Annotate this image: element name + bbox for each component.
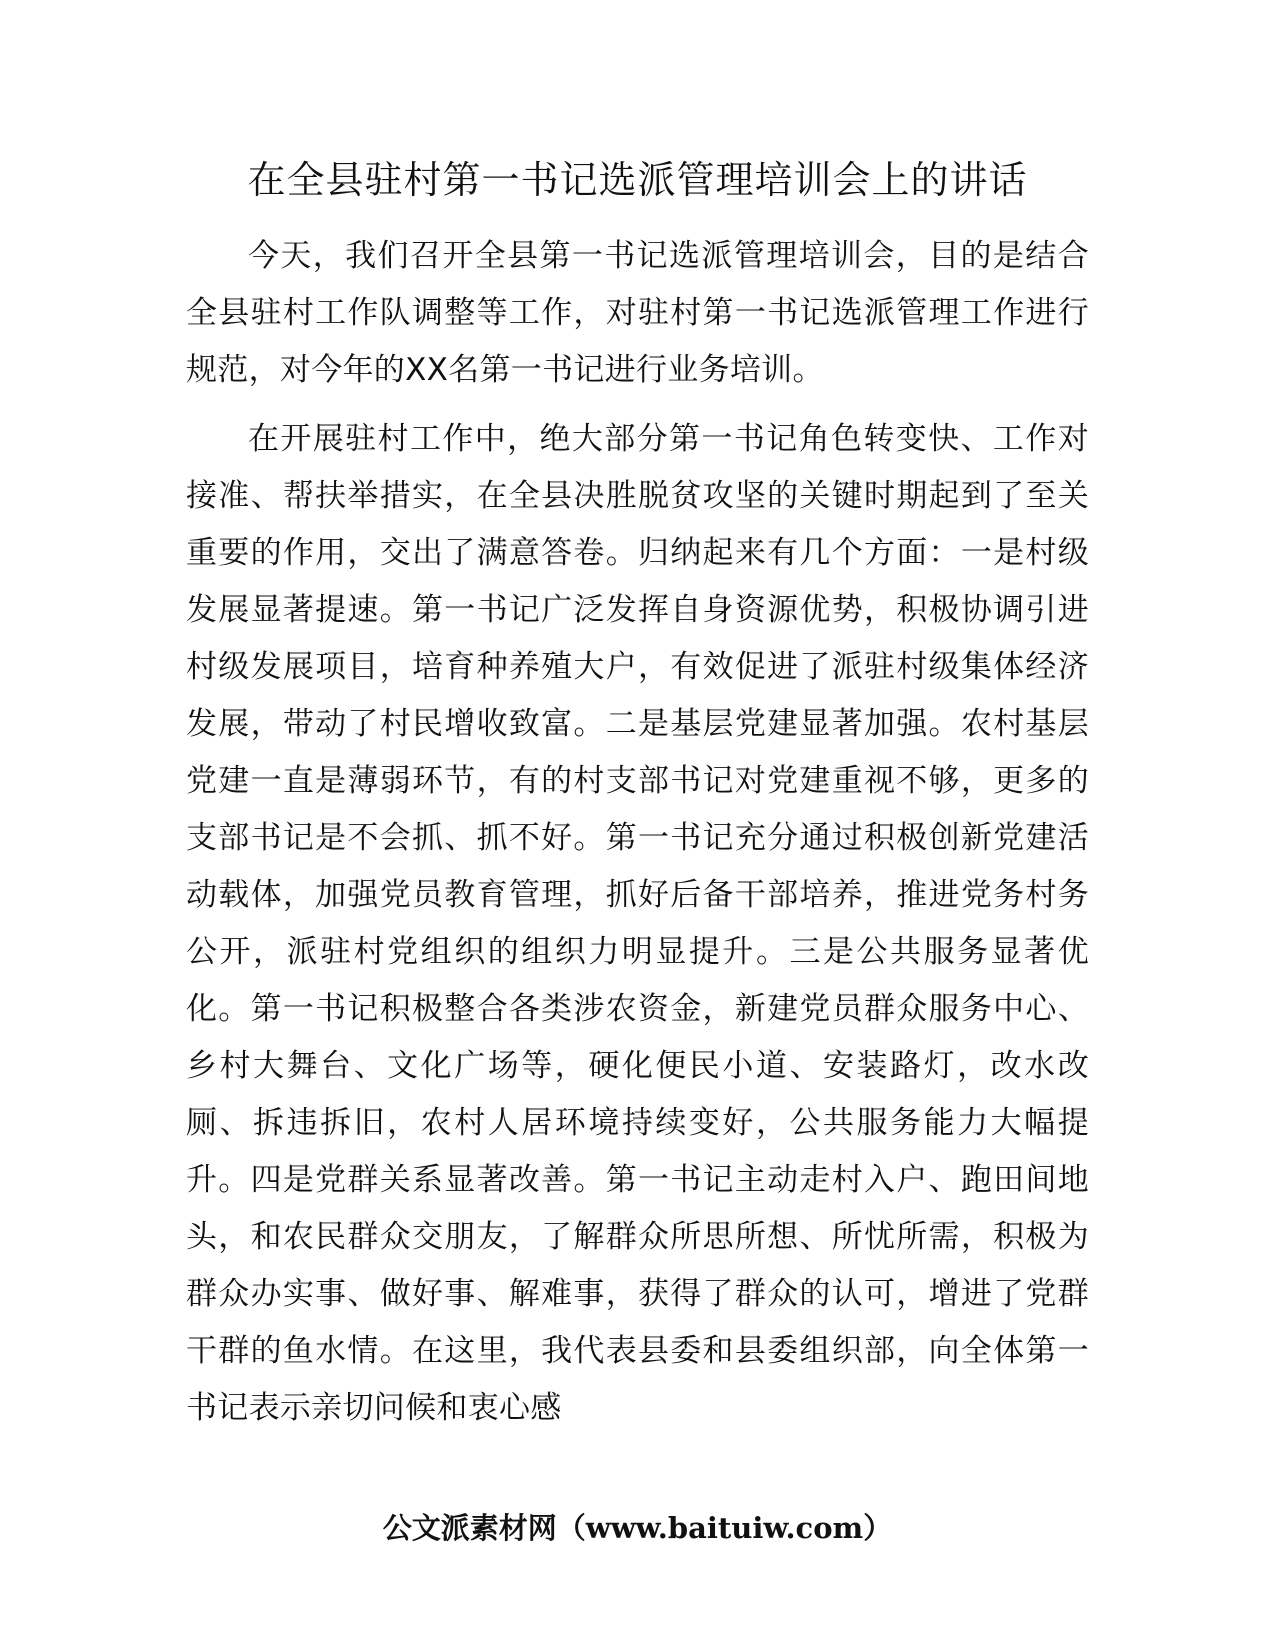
document-body <box>186 228 1089 1449</box>
footer-source-text: 公文派素材网（www.baituiw.com） <box>382 1511 893 1545</box>
document-title: 在全县驻村第一书记选派管理培训会上的讲话 <box>247 158 1028 202</box>
body-paragraph-1: 今天，我们召开全县第一书记选派管理培训会，目的是结合全县驻村工作队调整等工作，对驻村第一书记选派管理工作进行规范，对今年的XX名第一书记进行业务培训。 <box>186 238 1089 388</box>
body-paragraph-2: 在开展驻村工作中，绝大部分第一书记角色转变快、工作对接准、帮扶举措实，在全县决胜脱贫攻坚的关键时期起到了至关重要的作用，交出了满意答卷。归纳起来有几个方面：一是村级发展显著提速。第一书记广泛发挥自身资源优势，积极协调引进村级发展项目，培育种养殖大户，有效促进了派驻村级集体经济发展，带动了村民增收致富。二是基层党建显著加强。农村基层党建一直是薄弱环节，有的村支部书记对党建重视不够，更多的支部书记是不会抓、抓不好。第一书记充分通过积极创新党建活动载体，加强党员教育管理，抓好后备干部培养，推进党务村务公开，派驻村党组织的组织力明显提升。三是公共服务显著优化。第一书记积极整合各类涉农资金，新建党员群众服务中心、乡村大舞台、文化广场等，硬化便民小道、安装路灯，改水改厕、拆违拆旧，农村人居环境持续变好，公共服务能力大幅提升。四是党群关系显著改善。第一书记主动走村入户、跑田间地头，和农民群众交朋友，了解群众所思所想、所忧所需，积极为群众办实事、做好事、解难事，获得了群众的认可，增进了党群干群的鱼水情。在这里，我代表县委和县委组织部，向全体第一书记表示亲切问候和衷心感 <box>186 421 1089 1426</box>
